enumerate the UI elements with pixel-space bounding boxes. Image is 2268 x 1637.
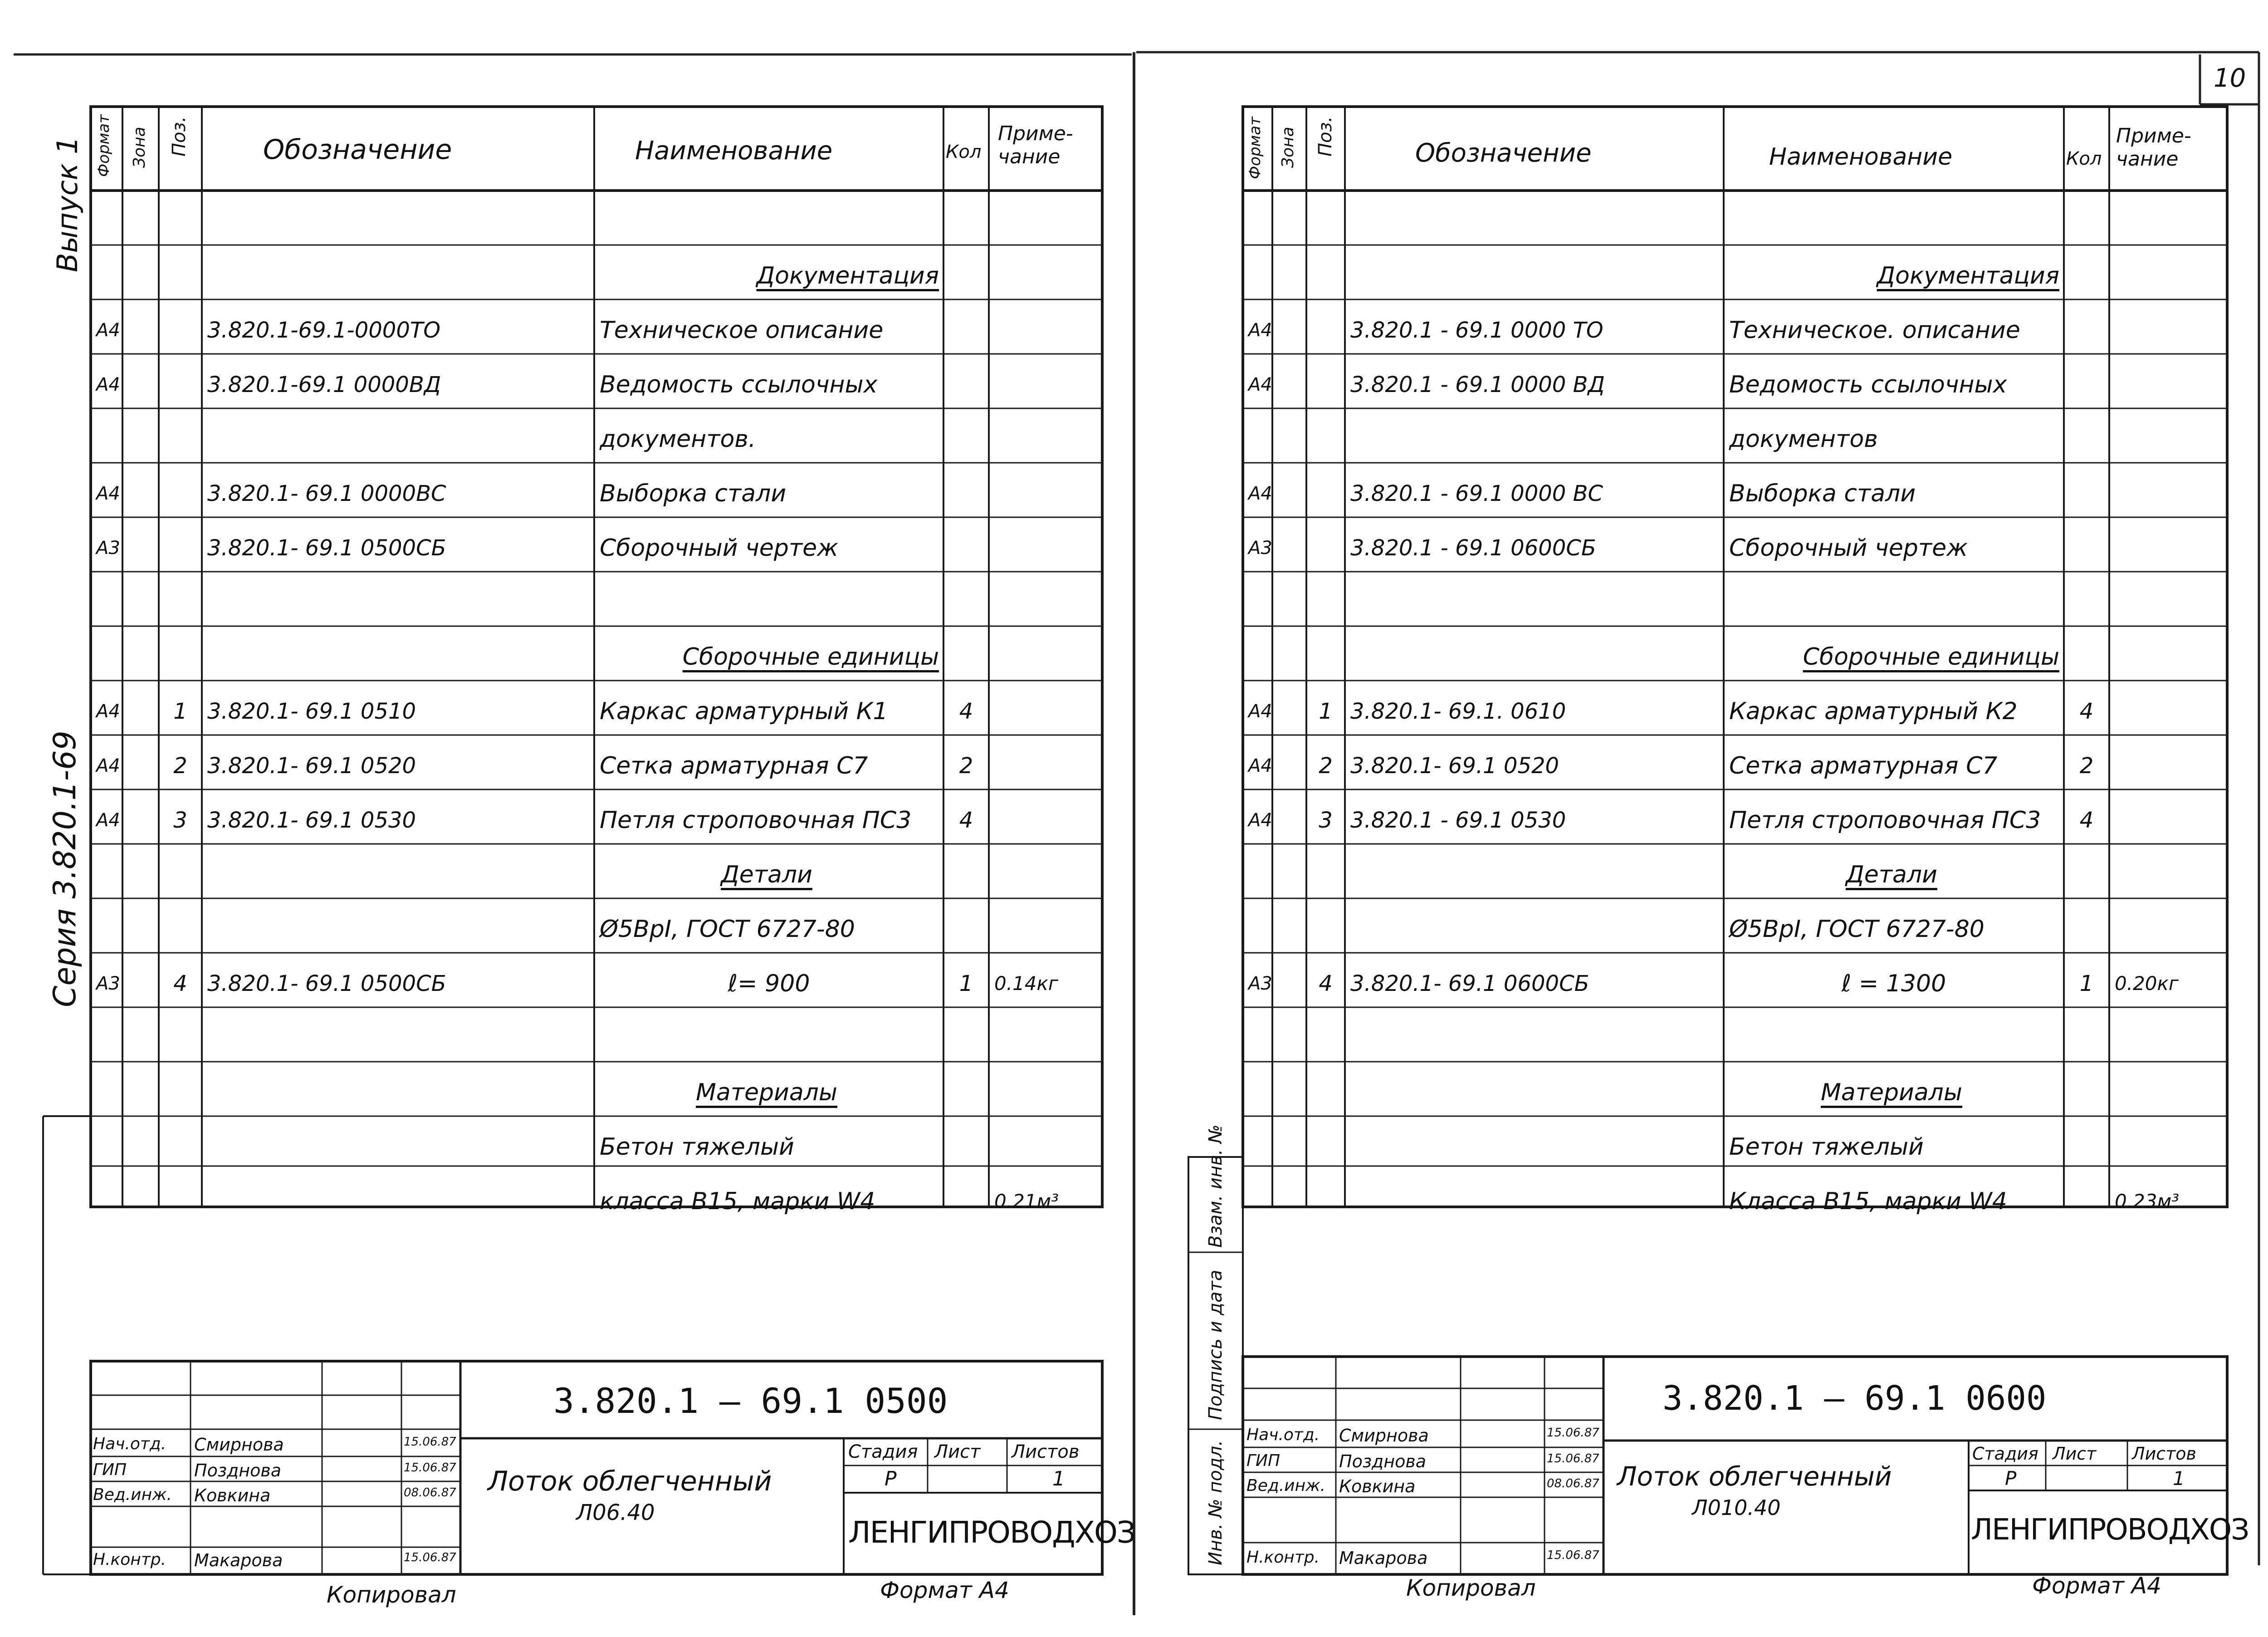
cell-format: А4 <box>96 701 120 722</box>
cell-designation: 3.820.1- 69.1 0600СБ <box>1350 971 1589 996</box>
cell-position: 3 <box>1319 808 1333 833</box>
series-label: Серия 3.820.1-69 <box>47 730 83 1007</box>
signer-date: 15.06.87 <box>404 1435 456 1449</box>
cell-format: А4 <box>1248 320 1272 341</box>
cell-format: А3 <box>1248 973 1272 994</box>
spec-row <box>0 517 1134 572</box>
header-qty: Кол <box>2066 148 2102 169</box>
spec-row <box>1134 1116 2268 1171</box>
cell-format: А4 <box>96 483 120 504</box>
cell-designation: 3.820.1- 69.1 0500СБ <box>207 971 446 996</box>
cell-name: Ведомость ссылочных <box>600 371 878 398</box>
spec-row <box>1134 735 2268 789</box>
spec-row <box>0 681 1134 735</box>
stamp-stage-label: Стадия <box>1972 1444 2038 1464</box>
spec-row <box>1134 626 2268 681</box>
header-note: Приме- чание <box>998 122 1073 168</box>
cell-name: Материалы <box>696 1079 837 1106</box>
stamp-subtitle: Л06.40 <box>576 1500 655 1525</box>
spec-row <box>1134 245 2268 299</box>
side-label-original-inv: Инв. № подл. <box>1205 1440 1226 1565</box>
cell-name: ℓ = 1300 <box>1841 970 1946 997</box>
stamp-org: ЛЕНГИПРОВОДХОЗ <box>848 1515 1135 1550</box>
stamp-format: Формат А4 <box>2032 1573 2161 1599</box>
header-pos: Поз. <box>1315 116 1336 157</box>
cell-format: А4 <box>96 810 120 831</box>
cell-name: Ведомость ссылочных <box>1729 371 2007 398</box>
spec-row <box>1134 681 2268 735</box>
header-format: Формат <box>95 114 113 177</box>
cell-name: Техническое описание <box>600 317 884 344</box>
spec-row <box>0 1062 1134 1116</box>
cell-format: А4 <box>1248 483 1272 504</box>
cell-position: 1 <box>173 699 187 724</box>
spec-row <box>0 408 1134 463</box>
issue-label: Выпуск 1 <box>51 136 84 272</box>
spec-row <box>1134 1171 2268 1225</box>
cell-format: А4 <box>1248 755 1272 776</box>
cell-position: 2 <box>1319 753 1333 779</box>
spec-row <box>1134 191 2268 245</box>
stamp-sheet-label: Лист <box>2053 1444 2097 1464</box>
signer-name: Позднова <box>194 1461 282 1480</box>
stamp-sheets: 1 <box>1052 1467 1065 1490</box>
signer-name: Позднова <box>1339 1451 1427 1471</box>
cell-name: Документация <box>756 262 939 289</box>
cell-name: Каркас арматурный К1 <box>600 698 888 725</box>
cell-name: Бетон тяжелый <box>600 1133 794 1161</box>
spec-row <box>0 1007 1134 1062</box>
cell-designation: 3.820.1 - 69.1 0000 ТО <box>1350 318 1603 343</box>
header-designation: Обозначение <box>1415 138 1592 168</box>
stamp-sheets: 1 <box>2173 1467 2185 1490</box>
spec-row <box>1134 953 2268 1007</box>
cell-name: Сборочный чертеж <box>1729 534 1968 562</box>
signer-date: 15.06.87 <box>1547 1549 1599 1562</box>
signer-date: 15.06.87 <box>404 1551 456 1564</box>
header-designation: Обозначение <box>263 134 452 166</box>
page-number: 10 <box>2214 64 2246 93</box>
cell-designation: 3.820.1- 69.1 0520 <box>1350 753 1559 779</box>
cell-position: 3 <box>173 808 187 833</box>
cell-name: Материалы <box>1821 1079 1962 1106</box>
stamp-title: Лоток облегченный <box>488 1465 772 1497</box>
cell-position: 2 <box>173 753 187 779</box>
cell-name: Детали <box>1846 861 1937 888</box>
cell-designation: 3.820.1- 69.1 0500СБ <box>207 535 446 561</box>
signer-name: Смирнова <box>194 1435 284 1455</box>
cell-note: 0.20кг <box>2115 972 2179 995</box>
stamp-format: Формат А4 <box>880 1577 1009 1603</box>
cell-format: А3 <box>1248 538 1272 559</box>
cell-quantity: 4 <box>959 808 973 833</box>
stamp-code: 3.820.1 — 69.1 0500 <box>553 1381 948 1421</box>
cell-designation: 3.820.1 - 69.1 0600СБ <box>1350 535 1596 561</box>
cell-name: документов <box>1729 426 1878 453</box>
cell-designation: 3.820.1-69.1 0000ВД <box>207 372 441 397</box>
spec-row <box>1134 408 2268 463</box>
spec-row <box>0 1171 1134 1225</box>
cell-position: 4 <box>173 971 187 996</box>
header-zone: Зона <box>1279 127 1297 168</box>
signer-role: ГИП <box>93 1461 127 1479</box>
cell-note: 0.14кг <box>994 972 1058 995</box>
cell-quantity: 4 <box>2079 699 2094 724</box>
cell-format: А4 <box>96 755 120 776</box>
cell-format: А3 <box>96 538 120 559</box>
cell-quantity: 2 <box>2079 753 2094 779</box>
cell-name: Выборка стали <box>1729 480 1916 507</box>
cell-name: Сборочный чертеж <box>600 534 838 562</box>
cell-quantity: 4 <box>959 699 973 724</box>
spec-row <box>0 626 1134 681</box>
cell-designation: 3.820.1 - 69.1 0000 ВС <box>1350 481 1603 506</box>
cell-note: 0.21м³ <box>994 1190 1059 1212</box>
spec-row <box>1134 517 2268 572</box>
stamp-code: 3.820.1 — 69.1 0600 <box>1662 1379 2047 1418</box>
stamp-org: ЛЕНГИПРОВОДХОЗ <box>1971 1513 2249 1547</box>
spec-row <box>0 572 1134 626</box>
spec-row <box>1134 299 2268 354</box>
spec-row <box>0 354 1134 408</box>
signer-role: Нач.отд. <box>1246 1426 1320 1444</box>
cell-position: 4 <box>1319 971 1333 996</box>
spec-row <box>0 463 1134 517</box>
spec-row <box>1134 789 2268 844</box>
signer-name: Макарова <box>1339 1548 1428 1568</box>
spec-row <box>1134 1062 2268 1116</box>
cell-designation: 3.820.1- 69.1 0000ВС <box>207 481 446 506</box>
signer-date: 15.06.87 <box>404 1461 456 1475</box>
spec-row <box>1134 898 2268 953</box>
cell-name: Сборочные единицы <box>682 643 939 671</box>
stamp-stage: Р <box>2005 1467 2017 1490</box>
header-format: Формат <box>1246 117 1264 179</box>
header-name: Наименование <box>635 136 833 166</box>
cell-format: А3 <box>96 973 120 994</box>
side-label-signature-date: Подпись и дата <box>1205 1269 1226 1420</box>
cell-note: 0.23м³ <box>2115 1190 2180 1212</box>
cell-name: документов. <box>600 426 756 453</box>
cell-name: Петля строповочная ПС3 <box>1729 807 2041 834</box>
signer-date: 08.06.87 <box>404 1486 456 1500</box>
cell-quantity: 2 <box>959 753 973 779</box>
cell-quantity: 1 <box>2079 971 2094 996</box>
stamp-stage: Р <box>885 1467 897 1490</box>
signer-role: Н.контр. <box>93 1550 166 1569</box>
cell-format: А4 <box>96 374 120 395</box>
signer-date: 15.06.87 <box>1547 1426 1599 1440</box>
cell-designation: 3.820.1-69.1-0000ТО <box>207 318 440 343</box>
cell-quantity: 1 <box>959 971 973 996</box>
cell-format: А4 <box>1248 810 1272 831</box>
cell-name: класса В15, марки W4 <box>600 1188 875 1215</box>
cell-name: Ø5ВрI, ГОСТ 6727-80 <box>600 916 855 943</box>
cell-designation: 3.820.1 - 69.1 0530 <box>1350 808 1566 833</box>
signer-role: Вед.инж. <box>93 1485 172 1504</box>
cell-format: А4 <box>1248 701 1272 722</box>
stamp-subtitle: Л010.40 <box>1692 1495 1781 1520</box>
spec-row <box>0 953 1134 1007</box>
header-qty: Кол <box>946 142 982 162</box>
cell-name: Сетка арматурная С7 <box>600 752 868 779</box>
signer-role: ГИП <box>1246 1451 1281 1470</box>
signer-name: Ковкина <box>1339 1476 1416 1496</box>
cell-name: Ø5ВрI, ГОСТ 6727-80 <box>1729 916 1984 943</box>
spec-row <box>1134 844 2268 898</box>
spec-row <box>0 191 1134 245</box>
stamp-copied: Копировал <box>327 1582 456 1608</box>
spec-row <box>0 898 1134 953</box>
spec-row <box>1134 572 2268 626</box>
cell-format: А4 <box>96 320 120 341</box>
cell-designation: 3.820.1- 69.1. 0610 <box>1350 699 1566 724</box>
cell-name: Петля строповочная ПС3 <box>600 807 912 834</box>
cell-designation: 3.820.1- 69.1 0530 <box>207 808 416 833</box>
cell-designation: 3.820.1- 69.1 0510 <box>207 699 416 724</box>
header-pos: Поз. <box>169 116 190 157</box>
cell-name: Документация <box>1877 262 2059 289</box>
signer-role: Вед.инж. <box>1246 1476 1325 1495</box>
spec-row <box>0 299 1134 354</box>
signer-role: Н.контр. <box>1246 1548 1320 1567</box>
cell-name: ℓ= 900 <box>728 970 810 997</box>
cell-name: Детали <box>721 861 812 888</box>
cell-designation: 3.820.1 - 69.1 0000 ВД <box>1350 372 1605 397</box>
stamp-sheet-label: Лист <box>934 1441 981 1462</box>
side-label-replaced-inv: Взам. инв. № <box>1205 1124 1226 1248</box>
stamp-title: Лоток облегченный <box>1617 1461 1892 1492</box>
cell-name: Класса В15, марки W4 <box>1729 1188 2007 1215</box>
signer-name: Смирнова <box>1339 1426 1429 1446</box>
header-note: Приме- чание <box>2116 124 2191 171</box>
cell-designation: 3.820.1- 69.1 0520 <box>207 753 416 779</box>
cell-name: Сборочные единицы <box>1803 643 2059 671</box>
cell-position: 1 <box>1319 699 1333 724</box>
cell-quantity: 4 <box>2079 808 2094 833</box>
signer-role: Нач.отд. <box>93 1435 166 1453</box>
stamp-sheets-label: Листов <box>1012 1441 1080 1462</box>
spec-row <box>1134 354 2268 408</box>
signer-date: 08.06.87 <box>1547 1477 1599 1490</box>
stamp-copied: Копировал <box>1406 1575 1536 1601</box>
spec-row <box>1134 1007 2268 1062</box>
spec-row <box>0 735 1134 789</box>
signer-name: Ковкина <box>194 1485 271 1505</box>
stamp-stage-label: Стадия <box>848 1441 918 1462</box>
cell-format: А4 <box>1248 374 1272 395</box>
signer-name: Макарова <box>194 1550 283 1570</box>
cell-name: Сетка арматурная С7 <box>1729 752 1998 779</box>
spec-row <box>0 789 1134 844</box>
signer-date: 15.06.87 <box>1547 1452 1599 1465</box>
spec-row <box>0 1116 1134 1171</box>
spec-row <box>0 245 1134 299</box>
spec-sheet-right <box>1134 0 2268 1637</box>
cell-name: Выборка стали <box>600 480 787 507</box>
spec-row <box>1134 463 2268 517</box>
stamp-sheets-label: Листов <box>2132 1444 2196 1464</box>
cell-name: Техническое. описание <box>1729 317 2020 344</box>
header-zone: Зона <box>130 127 149 168</box>
spec-row <box>0 844 1134 898</box>
cell-name: Каркас арматурный К2 <box>1729 698 2018 725</box>
header-name: Наименование <box>1769 143 1953 171</box>
cell-name: Бетон тяжелый <box>1729 1133 1924 1161</box>
